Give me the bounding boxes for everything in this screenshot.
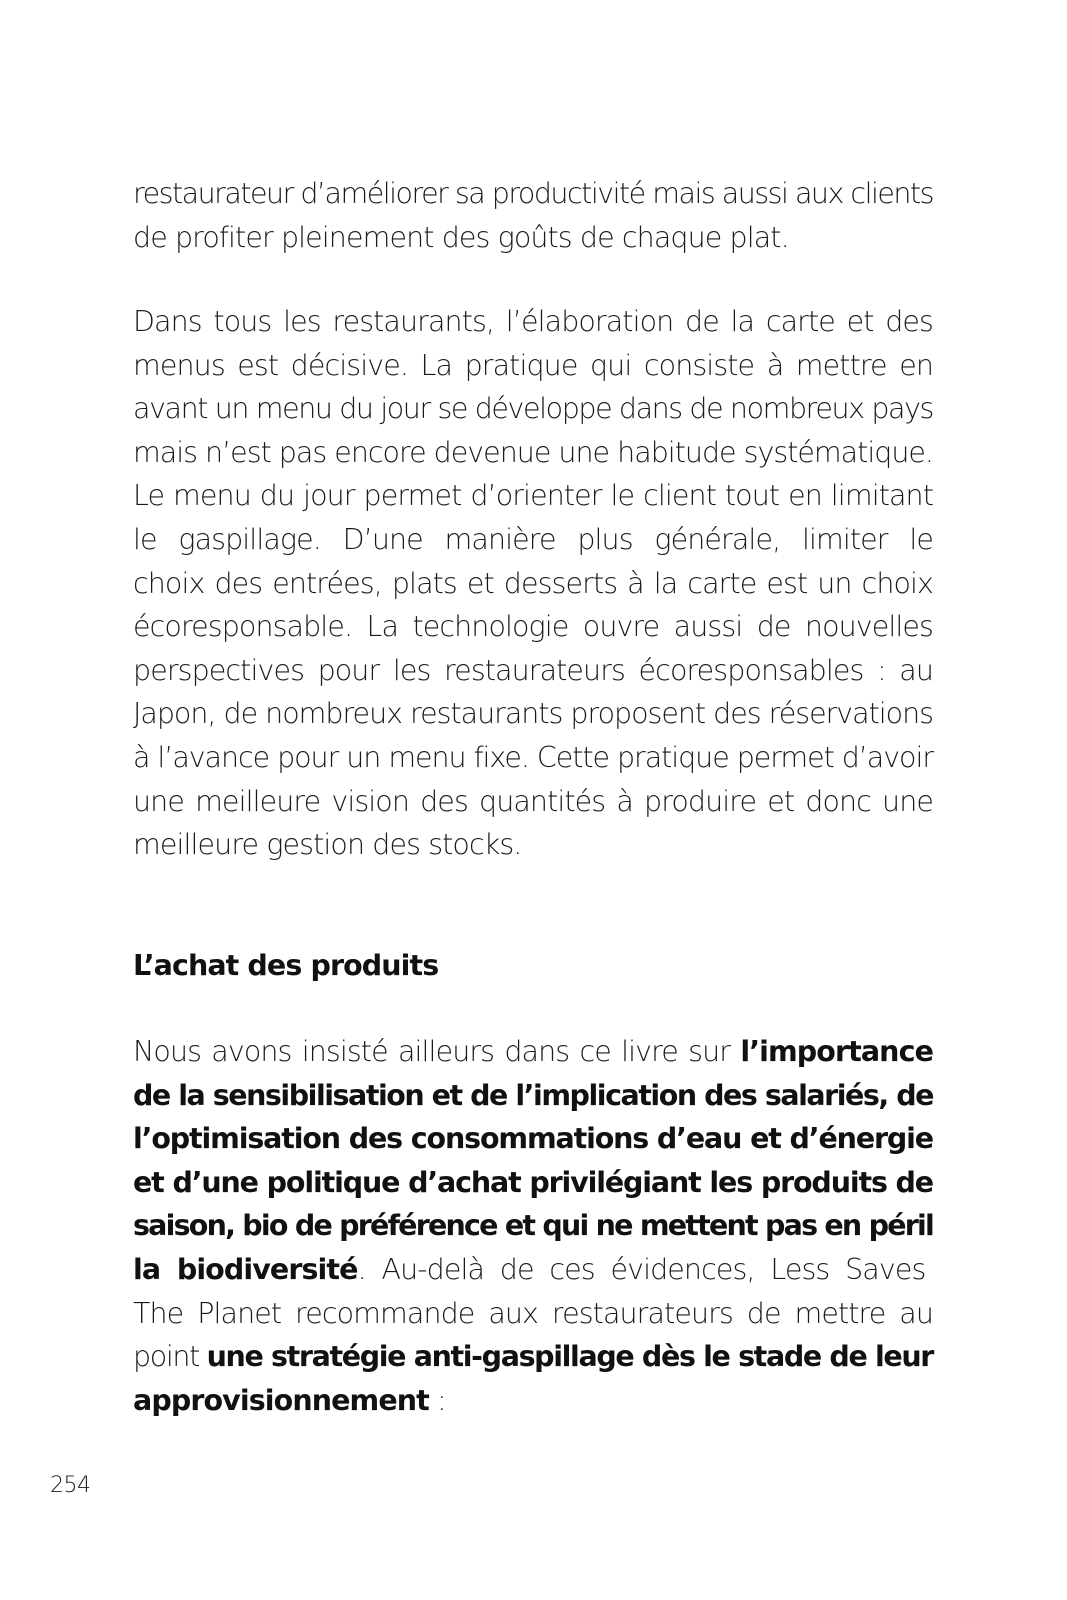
text-line: de profiter pleinement des goûts de chaque plat. — [133, 220, 789, 254]
text-line: menus est décisive. La pratique qui consiste à mettre en — [133, 348, 933, 382]
text-line: perspectives pour les restaurateurs écoresponsables : au — [133, 653, 933, 687]
emphasis-text: saison, bio de préférence et qui ne mettent pas en péril — [133, 1209, 933, 1243]
emphasis-text: de la sensibilisation et de l’implication des salariés, de — [133, 1078, 933, 1112]
text-line: meilleure gestion des stocks. — [133, 828, 522, 862]
text-line: le gaspillage. D’une manière plus générale, limiter le — [133, 522, 933, 556]
text-run: The Planet recommande aux restaurateurs de mettre au — [133, 1296, 933, 1330]
text-line: choix des entrées, plats et desserts à la carte est un choix — [133, 566, 933, 600]
text-line — [133, 1204, 933, 1248]
text-line: Dans tous les restaurants, l’élaboration de la carte et des — [133, 305, 933, 338]
text-run: point — [133, 1340, 207, 1374]
text-line: avant un menu du jour se développe dans de nombreux pays — [133, 392, 934, 426]
paragraph-continuation — [133, 172, 933, 259]
paragraph-menus — [133, 300, 933, 867]
emphasis-text: et d’une politique d’achat privilégiant les produits de — [133, 1165, 933, 1199]
text-line: mais n’est pas encore devenue une habitude systématique. — [133, 435, 933, 469]
emphasis-text: une stratégie anti-gaspillage dès le stade de leur — [206, 1340, 934, 1374]
text-line: à l’avance pour un menu fixe. Cette pratique permet d’avoir — [133, 740, 933, 774]
text-run: : — [428, 1383, 446, 1417]
emphasis-text: la biodiversité — [133, 1252, 358, 1286]
text-line: écoresponsable. La technologie ouvre aussi de nouvelles — [133, 610, 933, 644]
emphasis-text: l’importance — [740, 1035, 933, 1068]
emphasis-text: l’optimisation des consommations d’eau et d’énergie — [133, 1122, 933, 1156]
text-line — [133, 1335, 933, 1379]
emphasis-text: approvisionnement — [133, 1383, 429, 1417]
text-run: Nous avons insisté ailleurs dans ce livre sur — [133, 1035, 741, 1068]
text-line — [133, 1161, 933, 1205]
text-run: . Au-delà de ces évidences, Less Saves — [357, 1252, 926, 1286]
text-line — [133, 1030, 933, 1074]
text-line — [133, 1379, 933, 1423]
text-line — [133, 1117, 933, 1161]
text-line: Le menu du jour permet d’orienter le client tout en limitant — [133, 479, 933, 513]
paragraph-purchasing — [133, 1030, 933, 1422]
text-line — [133, 1248, 933, 1292]
page-number: 254 — [50, 1473, 91, 1498]
section-heading: L’achat des produits — [133, 949, 439, 982]
text-line: une meilleure vision des quantités à produire et donc une — [133, 784, 933, 818]
text-line — [133, 1074, 933, 1118]
text-line: Japon, de nombreux restaurants proposent des réservations — [133, 697, 933, 731]
text-line: restaurateur d’améliorer sa productivité mais aussi aux clients — [133, 177, 933, 210]
text-line — [133, 1292, 933, 1336]
